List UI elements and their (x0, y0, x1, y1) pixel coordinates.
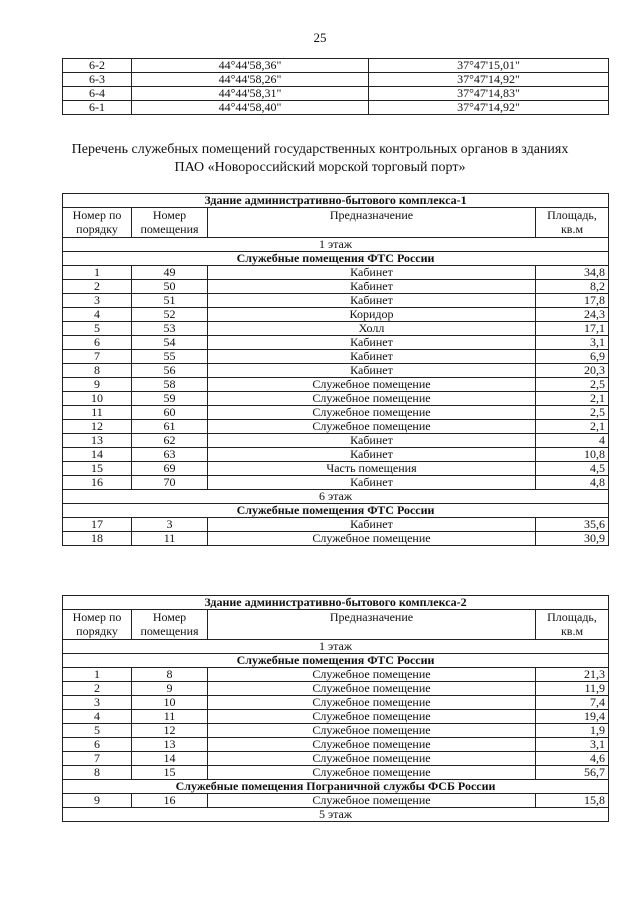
cell-area: 6,9 (536, 350, 609, 364)
cell-purpose: Служебное помещение (208, 752, 536, 766)
cell-num: 2 (63, 280, 132, 294)
cell-latitude: 44°44'58,40" (132, 101, 369, 115)
cell-num: 8 (63, 364, 132, 378)
page-number: 25 (313, 30, 327, 45)
cell-num: 8 (63, 766, 132, 780)
col-header-purpose: Предназначение (208, 610, 536, 640)
cell-room: 61 (132, 420, 208, 434)
cell-purpose: Служебное помещение (208, 682, 536, 696)
cell-purpose: Служебное помещение (208, 532, 536, 546)
cell-room: 13 (132, 738, 208, 752)
table-row (63, 294, 609, 308)
cell-area: 10,8 (536, 448, 609, 462)
cell-room: 69 (132, 462, 208, 476)
cell-area: 4,5 (536, 462, 609, 476)
cell-room: 63 (132, 448, 208, 462)
table-row (63, 364, 609, 378)
cell-area: 4,6 (536, 752, 609, 766)
cell-room: 12 (132, 724, 208, 738)
cell-area: 2,1 (536, 392, 609, 406)
col-header-num: Номер по порядку (63, 208, 132, 238)
cell-point: 6-3 (63, 73, 132, 87)
col-header-room: Номер помещения (132, 610, 208, 640)
cell-point: 6-4 (63, 87, 132, 101)
cell-area: 19,4 (536, 710, 609, 724)
heading-line-2: ПАО «Новороссийский морской торговый порт» (174, 160, 466, 175)
table-row (63, 420, 609, 434)
cell-area: 34,8 (536, 266, 609, 280)
table-row (63, 350, 609, 364)
cell-purpose: Коридор (208, 308, 536, 322)
coords-row (63, 73, 609, 87)
cell-purpose: Кабинет (208, 350, 536, 364)
group-label: Служебные помещения ФТС России (63, 504, 609, 518)
cell-purpose: Служебное помещение (208, 420, 536, 434)
cell-room: 54 (132, 336, 208, 350)
cell-num: 5 (63, 322, 132, 336)
floor-label: 1 этаж (63, 640, 609, 654)
building-2-title: Здание административно-бытового комплекса-2 (63, 596, 609, 610)
cell-num: 6 (63, 336, 132, 350)
cell-longitude: 37°47'14,92" (369, 101, 609, 115)
cell-room: 11 (132, 710, 208, 724)
cell-area: 15,8 (536, 794, 609, 808)
table-row (63, 378, 609, 392)
cell-num: 1 (63, 668, 132, 682)
cell-latitude: 44°44'58,31" (132, 87, 369, 101)
table-row (63, 280, 609, 294)
table-row (63, 766, 609, 780)
building-1-header-row (63, 208, 609, 238)
cell-room: 15 (132, 766, 208, 780)
cell-room: 16 (132, 794, 208, 808)
table-row (63, 752, 609, 766)
cell-room: 10 (132, 696, 208, 710)
cell-room: 62 (132, 434, 208, 448)
cell-num: 12 (63, 420, 132, 434)
group-label: Служебные помещения ФТС России (63, 252, 609, 266)
cell-point: 6-2 (63, 59, 132, 73)
cell-room: 59 (132, 392, 208, 406)
cell-num: 7 (63, 752, 132, 766)
cell-num: 11 (63, 406, 132, 420)
coords-row (63, 101, 609, 115)
floor-label: 1 этаж (63, 238, 609, 252)
coords-row (63, 59, 609, 73)
cell-area: 20,3 (536, 364, 609, 378)
cell-area: 3,1 (536, 738, 609, 752)
cell-room: 3 (132, 518, 208, 532)
heading-line-1: Перечень служебных помещений государственных контрольных органов в зданиях (71, 142, 569, 157)
cell-area: 24,3 (536, 308, 609, 322)
cell-num: 6 (63, 738, 132, 752)
building-1-table (62, 193, 609, 546)
cell-room: 53 (132, 322, 208, 336)
table-row (63, 462, 609, 476)
cell-num: 5 (63, 724, 132, 738)
cell-area: 35,6 (536, 518, 609, 532)
coords-row (63, 87, 609, 101)
cell-longitude: 37°47'14,92" (369, 73, 609, 87)
cell-purpose: Кабинет (208, 294, 536, 308)
cell-num: 3 (63, 696, 132, 710)
table-row (63, 434, 609, 448)
cell-area: 17,1 (536, 322, 609, 336)
cell-num: 13 (63, 434, 132, 448)
cell-room: 52 (132, 308, 208, 322)
cell-point: 6-1 (63, 101, 132, 115)
col-header-purpose: Предназначение (208, 208, 536, 238)
cell-purpose: Часть помещения (208, 462, 536, 476)
cell-purpose: Служебное помещение (208, 696, 536, 710)
cell-purpose: Кабинет (208, 336, 536, 350)
cell-latitude: 44°44'58,36" (132, 59, 369, 73)
cell-area: 4 (536, 434, 609, 448)
table-row (63, 392, 609, 406)
cell-room: 8 (132, 668, 208, 682)
cell-purpose: Кабинет (208, 364, 536, 378)
floor-label: 6 этаж (63, 490, 609, 504)
cell-area: 2,5 (536, 378, 609, 392)
cell-room: 49 (132, 266, 208, 280)
coordinates-table (62, 58, 609, 115)
cell-purpose: Кабинет (208, 518, 536, 532)
cell-area: 4,8 (536, 476, 609, 490)
table-row (63, 266, 609, 280)
cell-room: 9 (132, 682, 208, 696)
cell-room: 70 (132, 476, 208, 490)
cell-area: 30,9 (536, 532, 609, 546)
building-2-header-row (63, 610, 609, 640)
cell-purpose: Кабинет (208, 434, 536, 448)
col-header-area: Площадь, кв.м (536, 208, 609, 238)
cell-num: 9 (63, 378, 132, 392)
table-row (63, 668, 609, 682)
group-label: Служебные помещения ФТС России (63, 654, 609, 668)
col-header-num: Номер по порядку (63, 610, 132, 640)
cell-area: 21,3 (536, 668, 609, 682)
col-header-area: Площадь, кв.м (536, 610, 609, 640)
cell-purpose: Служебное помещение (208, 710, 536, 724)
cell-area: 7,4 (536, 696, 609, 710)
cell-room: 14 (132, 752, 208, 766)
cell-area: 11,9 (536, 682, 609, 696)
table-row (63, 336, 609, 350)
cell-purpose: Служебное помещение (208, 724, 536, 738)
group-label: Служебные помещения Пограничной службы ФСБ России (63, 780, 609, 794)
cell-area: 3,1 (536, 336, 609, 350)
cell-latitude: 44°44'58,26" (132, 73, 369, 87)
cell-purpose: Кабинет (208, 476, 536, 490)
cell-purpose: Служебное помещение (208, 794, 536, 808)
cell-longitude: 37°47'15,01" (369, 59, 609, 73)
cell-purpose: Служебное помещение (208, 392, 536, 406)
cell-room: 58 (132, 378, 208, 392)
table-row (63, 794, 609, 808)
cell-num: 14 (63, 448, 132, 462)
cell-num: 7 (63, 350, 132, 364)
cell-num: 17 (63, 518, 132, 532)
table-row (63, 738, 609, 752)
cell-area: 2,5 (536, 406, 609, 420)
document-heading (40, 141, 600, 177)
building-2-table (62, 595, 609, 822)
cell-purpose: Служебное помещение (208, 406, 536, 420)
cell-longitude: 37°47'14,83" (369, 87, 609, 101)
table-row (63, 448, 609, 462)
table-row (63, 532, 609, 546)
cell-purpose: Служебное помещение (208, 378, 536, 392)
table-row (63, 724, 609, 738)
floor-label: 5 этаж (63, 808, 609, 822)
table-row (63, 710, 609, 724)
cell-num: 9 (63, 794, 132, 808)
cell-room: 11 (132, 532, 208, 546)
cell-purpose: Служебное помещение (208, 766, 536, 780)
cell-area: 56,7 (536, 766, 609, 780)
cell-area: 8,2 (536, 280, 609, 294)
cell-num: 2 (63, 682, 132, 696)
cell-area: 17,8 (536, 294, 609, 308)
cell-num: 16 (63, 476, 132, 490)
cell-area: 2,1 (536, 420, 609, 434)
cell-num: 4 (63, 710, 132, 724)
table-row (63, 308, 609, 322)
cell-num: 18 (63, 532, 132, 546)
cell-room: 56 (132, 364, 208, 378)
cell-purpose: Кабинет (208, 266, 536, 280)
col-header-room: Номер помещения (132, 208, 208, 238)
cell-purpose: Служебное помещение (208, 668, 536, 682)
cell-num: 3 (63, 294, 132, 308)
table-row (63, 322, 609, 336)
cell-room: 60 (132, 406, 208, 420)
cell-purpose: Служебное помещение (208, 738, 536, 752)
table-row (63, 518, 609, 532)
cell-purpose: Кабинет (208, 280, 536, 294)
cell-purpose: Холл (208, 322, 536, 336)
table-row (63, 406, 609, 420)
table-row (63, 696, 609, 710)
building-1-title: Здание административно-бытового комплекса-1 (63, 194, 609, 208)
cell-num: 1 (63, 266, 132, 280)
cell-num: 15 (63, 462, 132, 476)
cell-room: 55 (132, 350, 208, 364)
table-row (63, 682, 609, 696)
cell-area: 1,9 (536, 724, 609, 738)
cell-room: 51 (132, 294, 208, 308)
cell-num: 4 (63, 308, 132, 322)
cell-num: 10 (63, 392, 132, 406)
cell-purpose: Кабинет (208, 448, 536, 462)
table-row (63, 476, 609, 490)
cell-room: 50 (132, 280, 208, 294)
